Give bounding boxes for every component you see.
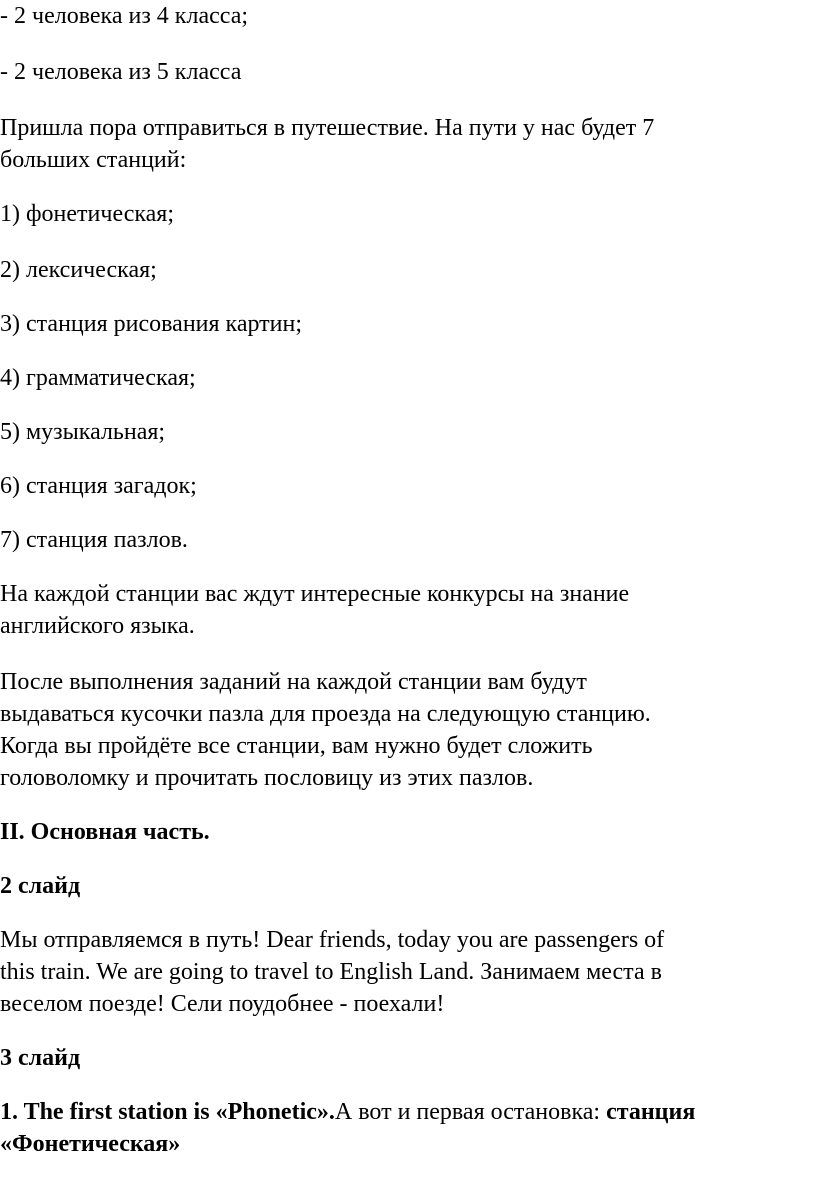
list-item: 2) лексическая; (0, 257, 157, 283)
list-item: 4) грамматическая; (0, 365, 196, 391)
section-heading: II. Основная часть. (0, 819, 210, 845)
list-item: 1) фонетическая; (0, 201, 174, 227)
text-line: this train. We are going to travel to English Land. Занимаем места в (0, 959, 662, 985)
slide-heading: 2 слайд (0, 873, 81, 899)
text-line: веселом поезде! Сели поудобнее - поехали! (0, 991, 445, 1017)
text-line: - 2 человека из 5 класса (0, 59, 242, 85)
text-line: На каждой станции вас ждут интересные конкурсы на знание (0, 581, 630, 607)
list-item: 5) музыкальная; (0, 419, 166, 445)
station-title-english: 1. The first station is «Phonetic». (0, 1099, 335, 1125)
station-intro-text: А вот и первая остановка: (334, 1099, 607, 1125)
text-line: Мы отправляемся в путь! Dear friends, today you are passengers of (0, 927, 665, 953)
text-line: После выполнения заданий на каждой станции вам будут (0, 669, 587, 695)
station-name: «Фонетическая» (0, 1131, 181, 1157)
text-line: Когда вы пройдёте все станции, вам нужно будет сложить (0, 733, 593, 759)
station-title-russian: станция (606, 1099, 696, 1125)
text-line: английского языка. (0, 613, 195, 639)
text-line: головоломку и прочитать пословицу из этих пазлов. (0, 765, 534, 791)
text-line: Пришла пора отправиться в путешествие. На пути у нас будет 7 (0, 115, 655, 141)
text-line: - 2 человека из 4 класса; (0, 3, 249, 29)
station-heading-line (0, 1096, 695, 1128)
text-line: выдаваться кусочки пазла для проезда на следующую станцию. (0, 701, 651, 727)
slide-heading: 3 слайд (0, 1045, 81, 1071)
list-item: 6) станция загадок; (0, 473, 197, 499)
list-item: 7) станция пазлов. (0, 527, 188, 553)
list-item: 3) станция рисования картин; (0, 311, 303, 337)
text-line: больших станций: (0, 147, 187, 173)
